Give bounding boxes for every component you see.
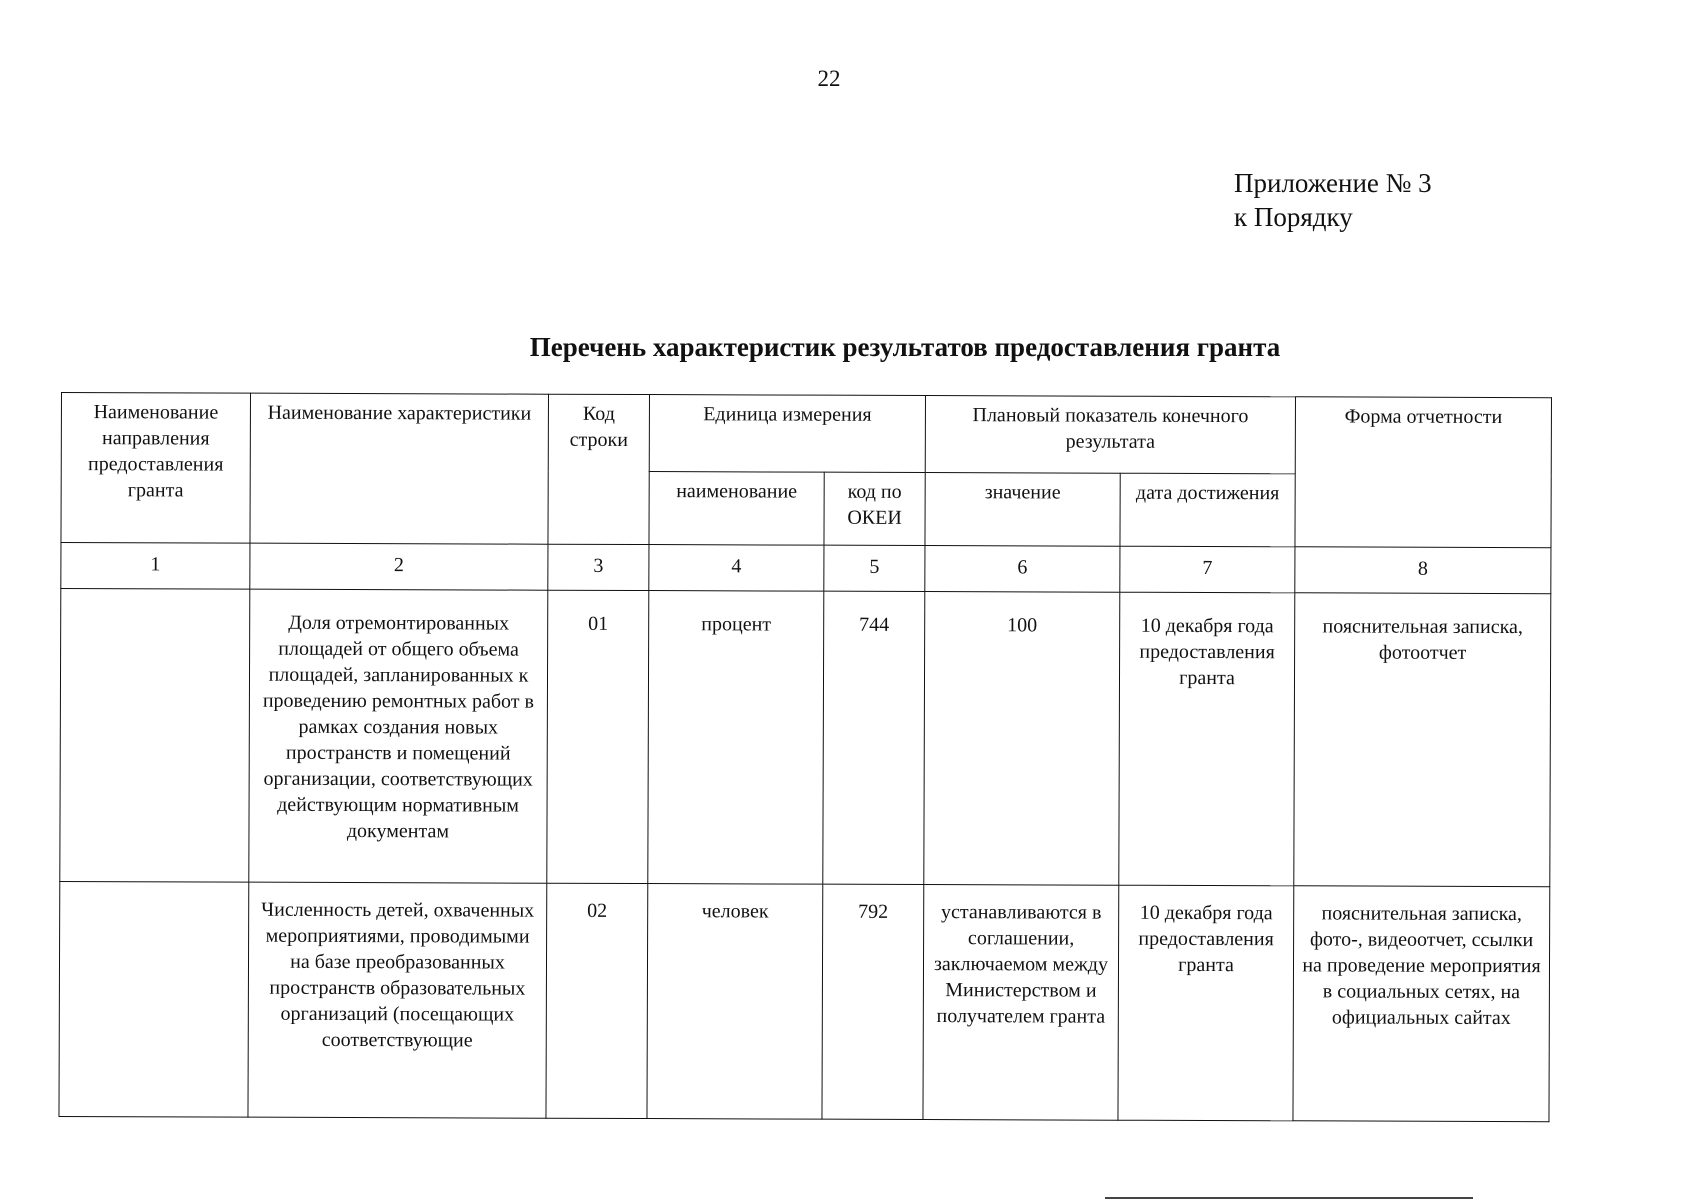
header-unit-code: код по ОКЕИ [824,472,925,545]
header-unit-name: наименование [649,472,824,546]
cell-date: 10 декабря года предоставления гранта [1119,592,1295,886]
header-planned-value: значение [925,473,1120,547]
header-unit: Единица измерения [649,395,925,473]
cell-value: 100 [924,592,1120,886]
cell-direction [60,589,250,883]
cell-characteristic: Доля отремонтированных площадей от общего объема площадей, запланированных к проведению ремонтных работ в рамках создания новых пространств и помещений организации, соответствующих действующим нормативным документам [249,589,548,883]
cell-row-code: 02 [546,883,648,1118]
column-number: 8 [1295,547,1551,594]
cell-unit-code: 792 [822,884,924,1119]
appendix-reference [1234,166,1432,234]
header-direction: Наименование направления предоставления гранта [61,393,251,544]
results-table [58,392,1552,1122]
header-row-1 [61,393,1551,475]
column-number: 1 [61,543,250,590]
table-row [60,589,1551,887]
header-planned-date: дата достижения [1120,473,1295,547]
header-characteristic: Наименование характеристики [250,393,549,544]
column-number: 6 [925,546,1120,593]
header-row-code: Код строки [548,394,650,544]
cell-characteristic: Численность детей, охваченных мероприятиями, проводимыми на базе преобразованных пространств образовательных организаций (посещающих соответствующие [248,882,547,1118]
cell-row-code: 01 [547,590,649,883]
column-number: 3 [548,544,649,590]
column-number: 2 [250,543,548,590]
cell-unit-name: процент [648,591,824,885]
cell-direction [59,881,249,1117]
appendix-line-1: Приложение № 3 [1234,168,1432,198]
cell-date: 10 декабря года предоставления гранта [1118,885,1294,1121]
page-number: 22 [817,66,841,91]
column-number: 4 [649,545,824,592]
column-number-row [61,543,1551,594]
cell-unit-code: 744 [823,591,925,884]
cell-value: устанавливаются в соглашении, заключаемом между Министерством и получателем гранта [923,885,1119,1121]
cell-report-form: пояснительная записка, фотоотчет [1294,593,1551,887]
column-number: 5 [824,545,925,591]
scan-artifact-line [1105,1197,1473,1199]
table-row [59,881,1550,1121]
cell-unit-name: человек [647,884,823,1120]
document-title: Перечень характеристик результатов предоставления гранта [529,332,1281,362]
column-number: 7 [1120,546,1295,593]
header-planned: Плановый показатель конечного результата [925,396,1295,474]
appendix-line-2: к Порядку [1234,202,1353,232]
header-report-form: Форма отчетности [1295,397,1552,548]
cell-report-form: пояснительная записка, фото-, видеоотчет, ссылки на проведение мероприятия в социальных сетях, на официальных сайтах [1293,886,1550,1122]
